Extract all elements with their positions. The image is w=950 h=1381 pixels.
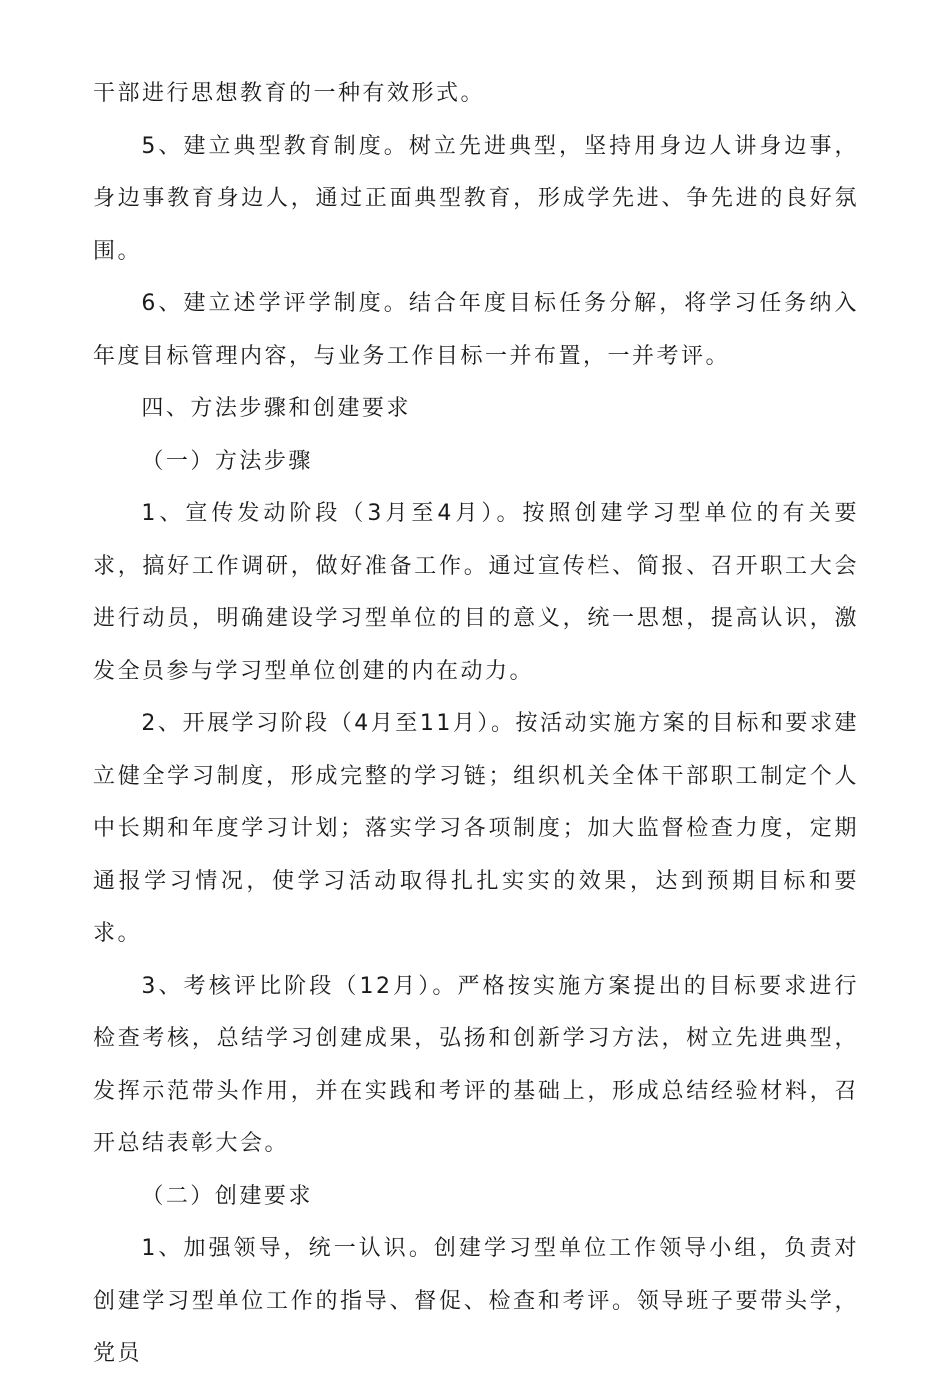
document-page (93, 68, 859, 1381)
paragraph-requirement-1: 1、加强领导，统一认识。创建学习型单位工作领导小组，负责对创建学习型单位工作的指导、督促、检查和考评。领导班子要带头学，党员 (93, 1236, 859, 1366)
paragraph-continuation: 干部进行思想教育的一种有效形式。 (93, 81, 486, 106)
section-heading-4: 四、方法步骤和创建要求 (141, 396, 411, 421)
subsection-heading-1: （一）方法步骤 (141, 448, 313, 474)
paragraph-item-5: 5、建立典型教育制度。树立先进典型，坚持用身边人讲身边事，身边事教育身边人，通过正面典型教育，形成学先进、争先进的良好氛围。 (93, 133, 859, 264)
subsection-heading-2: （二）创建要求 (141, 1183, 313, 1209)
paragraph-step-3: 3、考核评比阶段（12月）。严格按实施方案提出的目标要求进行检查考核，总结学习创建成果，弘扬和创新学习方法，树立先进典型，发挥示范带头作用，并在实践和考评的基础上，形成总结经验材料，召开总结表彰大会。 (93, 973, 859, 1156)
paragraph-step-1: 1、宣传发动阶段（3月至4月）。按照创建学习型单位的有关要求，搞好工作调研，做好准备工作。通过宣传栏、简报、召开职工大会进行动员，明确建设学习型单位的目的意义，统一思想，提高认识，激发全员参与学习型单位创建的内在动力。 (93, 501, 859, 684)
paragraph-step-2: 2、开展学习阶段（4月至11月）。按活动实施方案的目标和要求建立健全学习制度，形成完整的学习链；组织机关全体干部职工制定个人中长期和年度学习计划；落实学习各项制度；加大监督检查力度，定期通报学习情况，使学习活动取得扎扎实实的效果，达到预期目标和要求。 (93, 711, 859, 946)
paragraph-item-6: 6、建立述学评学制度。结合年度目标任务分解，将学习任务纳入年度目标管理内容，与业务工作目标一并布置，一并考评。 (93, 291, 859, 369)
